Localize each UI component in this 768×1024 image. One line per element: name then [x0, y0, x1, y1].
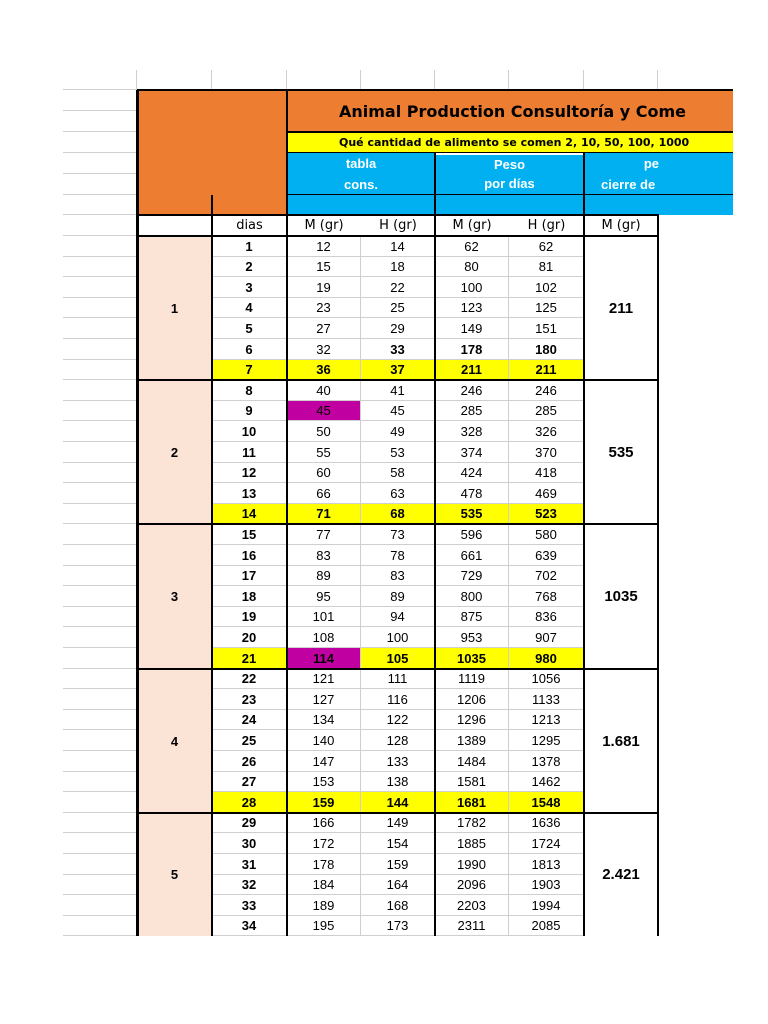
cell-dia[interactable]: 31 [212, 854, 287, 875]
column-border [434, 153, 436, 936]
cell-peso-h[interactable]: 980 [509, 648, 584, 669]
cell-cons-h[interactable]: 49 [361, 421, 435, 442]
blank-cell[interactable] [63, 401, 137, 421]
cell-cons-h[interactable]: 29 [361, 318, 435, 339]
cell-peso-m[interactable]: 875 [435, 607, 509, 627]
cell-peso-m[interactable]: 424 [435, 463, 509, 483]
cell-dia[interactable]: 21 [212, 648, 287, 669]
blank-cell[interactable] [63, 421, 137, 442]
cell-peso-h[interactable]: 1548 [509, 792, 584, 813]
cell-dia[interactable]: 1 [212, 236, 287, 257]
header-spacer [584, 195, 733, 215]
blank-cell[interactable] [584, 70, 658, 90]
col-header-peso-h: H (gr) [527, 218, 566, 233]
cell-cons-m[interactable]: 108 [287, 627, 361, 648]
blank-cell[interactable] [63, 813, 137, 833]
blank-cell[interactable] [63, 669, 137, 689]
blank-cell[interactable] [63, 257, 137, 277]
blank-cell[interactable] [63, 648, 137, 669]
cell-peso-h[interactable]: 1994 [509, 895, 584, 916]
cell-peso-m[interactable]: 1389 [435, 730, 509, 751]
week-separator [137, 523, 659, 525]
cell-cons-m[interactable]: 36 [287, 360, 361, 380]
cell-peso-m[interactable]: 149 [435, 318, 509, 339]
cell-cons-m[interactable]: 12 [287, 236, 361, 257]
cell-cons-h[interactable]: 89 [361, 586, 435, 607]
header-por-dias: por días [435, 172, 584, 195]
cell-peso-h[interactable]: 62 [509, 236, 584, 257]
cell-cons-h[interactable]: 33 [361, 339, 435, 360]
blank-cell[interactable] [63, 318, 137, 339]
cell-cons-h[interactable]: 122 [361, 710, 435, 730]
cell-dia[interactable]: 19 [212, 607, 287, 627]
cell-cons-h[interactable]: 45 [361, 401, 435, 421]
cell-peso-h[interactable]: 246 [509, 380, 584, 401]
cell-peso-m[interactable]: 1119 [435, 669, 509, 689]
cell-cons-h[interactable]: 83 [361, 566, 435, 586]
col-header-peso-m: M (gr) [452, 218, 492, 233]
cell-dia[interactable]: 5 [212, 318, 287, 339]
cell-cons-m[interactable]: 178 [287, 854, 361, 875]
column-border [286, 90, 288, 936]
cell-peso-h[interactable]: 523 [509, 504, 584, 524]
blank-cell[interactable] [435, 70, 509, 90]
column-border [583, 153, 585, 936]
col-header-cons-m: M (gr) [304, 218, 344, 233]
cell-peso-m[interactable]: 285 [435, 401, 509, 421]
cell-peso-h[interactable]: 469 [509, 483, 584, 504]
cell-peso-h[interactable]: 1133 [509, 689, 584, 710]
cell-cons-h[interactable]: 138 [361, 772, 435, 792]
cell-dia[interactable]: 3 [212, 277, 287, 298]
cell-dia[interactable]: 8 [212, 380, 287, 401]
cell-cons-m[interactable]: 184 [287, 875, 361, 895]
blank-cell[interactable] [63, 277, 137, 298]
header-pe: pe [584, 153, 733, 174]
cell-peso-h[interactable]: 768 [509, 586, 584, 607]
blank-cell[interactable] [63, 298, 137, 318]
blank-cell[interactable] [63, 627, 137, 648]
cell-dia[interactable]: 17 [212, 566, 287, 586]
cell-cons-m[interactable]: 40 [287, 380, 361, 401]
cell-cons-m[interactable]: 195 [287, 916, 361, 936]
cell-cons-m[interactable]: 114 [287, 648, 361, 669]
cell-dia[interactable]: 27 [212, 772, 287, 792]
header-block [137, 90, 287, 195]
cell-dia[interactable]: 20 [212, 627, 287, 648]
cell-dia[interactable]: 13 [212, 483, 287, 504]
cell-cons-m[interactable]: 66 [287, 483, 361, 504]
cell-dia[interactable]: 16 [212, 545, 287, 566]
cell-peso-h[interactable]: 211 [509, 360, 584, 380]
cell-peso-m[interactable]: 1681 [435, 792, 509, 813]
cell-peso-m[interactable]: 729 [435, 566, 509, 586]
column-border [211, 195, 213, 936]
cell-dia[interactable]: 26 [212, 751, 287, 772]
cell-peso-h[interactable]: 1213 [509, 710, 584, 730]
cell-cons-h[interactable]: 14 [361, 236, 435, 257]
cell-peso-h[interactable]: 370 [509, 442, 584, 463]
cell-cons-m[interactable]: 60 [287, 463, 361, 483]
blank-cell[interactable] [63, 833, 137, 854]
header-cons: cons. [287, 174, 435, 195]
cell-cons-h[interactable]: 78 [361, 545, 435, 566]
cell-cons-m[interactable]: 32 [287, 339, 361, 360]
cell-peso-m[interactable]: 1484 [435, 751, 509, 772]
column-border [136, 90, 139, 936]
page-subtitle: Qué cantidad de alimento se comen 2, 10, 50, 100, 1000 [287, 132, 733, 153]
cell-cons-m[interactable]: 71 [287, 504, 361, 524]
cell-cons-m[interactable]: 121 [287, 669, 361, 689]
header-peso: Peso [435, 155, 584, 174]
blank-cell[interactable] [63, 236, 137, 257]
week-label: 2 [137, 380, 212, 524]
cell-cons-h[interactable]: 53 [361, 442, 435, 463]
header-border [287, 194, 733, 195]
header-border [137, 235, 659, 236]
cell-dia[interactable]: 10 [212, 421, 287, 442]
cell-cons-m[interactable]: 153 [287, 772, 361, 792]
cell-dia[interactable]: 12 [212, 463, 287, 483]
cell-peso-m[interactable]: 661 [435, 545, 509, 566]
cell-peso-m[interactable]: 1885 [435, 833, 509, 854]
cell-cons-h[interactable]: 37 [361, 360, 435, 380]
cell-cons-h[interactable]: 111 [361, 669, 435, 689]
cell-cons-m[interactable]: 27 [287, 318, 361, 339]
cell-dia[interactable]: 28 [212, 792, 287, 813]
blank-cell[interactable] [63, 463, 137, 483]
cell-cons-m[interactable]: 140 [287, 730, 361, 751]
week-label: 4 [137, 669, 212, 813]
header-border [287, 131, 733, 133]
cell-cons-m[interactable]: 89 [287, 566, 361, 586]
cell-cons-m[interactable]: 50 [287, 421, 361, 442]
cell-dia[interactable]: 24 [212, 710, 287, 730]
cell-peso-m[interactable]: 80 [435, 257, 509, 277]
cell-dia[interactable]: 14 [212, 504, 287, 524]
cell-cons-m[interactable]: 166 [287, 813, 361, 833]
cell-peso-h[interactable]: 1636 [509, 813, 584, 833]
blank-cell[interactable] [63, 442, 137, 463]
cell-peso-h[interactable]: 180 [509, 339, 584, 360]
col-header-cons-h: H (gr) [379, 218, 417, 233]
cell-peso-h[interactable]: 1378 [509, 751, 584, 772]
cell-peso-m[interactable]: 211 [435, 360, 509, 380]
blank-cell[interactable] [509, 70, 584, 90]
blank-cell[interactable] [63, 772, 137, 792]
cell-cons-m[interactable]: 55 [287, 442, 361, 463]
cell-cons-m[interactable]: 134 [287, 710, 361, 730]
cell-cons-h[interactable]: 18 [361, 257, 435, 277]
cell-dia[interactable]: 22 [212, 669, 287, 689]
blank-cell[interactable] [63, 111, 137, 132]
cell-dia[interactable]: 32 [212, 875, 287, 895]
cell-cons-h[interactable]: 173 [361, 916, 435, 936]
cell-peso-h[interactable]: 907 [509, 627, 584, 648]
header-border [287, 152, 733, 153]
cell-cons-h[interactable]: 164 [361, 875, 435, 895]
week-separator [137, 668, 659, 670]
cell-cons-h[interactable]: 128 [361, 730, 435, 751]
cell-peso-m[interactable]: 1581 [435, 772, 509, 792]
blank-cell[interactable] [212, 70, 287, 90]
cell-cons-h[interactable]: 149 [361, 813, 435, 833]
blank-cell[interactable] [63, 607, 137, 627]
cell-peso-m[interactable]: 100 [435, 277, 509, 298]
cell-peso-h[interactable]: 836 [509, 607, 584, 627]
cell-cons-h[interactable]: 63 [361, 483, 435, 504]
cell-peso-h[interactable]: 1295 [509, 730, 584, 751]
cell-dia[interactable]: 7 [212, 360, 287, 380]
cell-peso-h[interactable]: 151 [509, 318, 584, 339]
cell-peso-m[interactable]: 1990 [435, 854, 509, 875]
cell-dia[interactable]: 30 [212, 833, 287, 854]
cell-peso-h[interactable]: 81 [509, 257, 584, 277]
week-closing-weight: 1035 [604, 587, 638, 605]
blank-cell[interactable] [63, 90, 137, 111]
cell-peso-h[interactable]: 1056 [509, 669, 584, 689]
cell-cons-h[interactable]: 25 [361, 298, 435, 318]
cell-dia[interactable]: 6 [212, 339, 287, 360]
header-border [137, 214, 659, 216]
week-label: 1 [137, 236, 212, 380]
blank-cell[interactable] [63, 380, 137, 401]
cell-peso-m[interactable]: 596 [435, 524, 509, 545]
cell-cons-m[interactable]: 77 [287, 524, 361, 545]
week-label: 5 [137, 813, 212, 936]
cell-dia[interactable]: 25 [212, 730, 287, 751]
blank-cell[interactable] [137, 215, 212, 236]
blank-cell[interactable] [137, 70, 212, 90]
cell-peso-m[interactable]: 178 [435, 339, 509, 360]
cell-peso-m[interactable]: 246 [435, 380, 509, 401]
cell-cons-h[interactable]: 154 [361, 833, 435, 854]
cell-peso-h[interactable]: 125 [509, 298, 584, 318]
cell-peso-m[interactable]: 62 [435, 236, 509, 257]
blank-cell[interactable] [63, 174, 137, 195]
cell-dia[interactable]: 2 [212, 257, 287, 277]
header-tabla: tabla [287, 153, 435, 174]
cell-peso-m[interactable]: 328 [435, 421, 509, 442]
blank-cell[interactable] [361, 70, 435, 90]
cell-peso-h[interactable]: 1903 [509, 875, 584, 895]
page-title: Animal Production Consultoría y Come [287, 90, 733, 132]
cell-cons-h[interactable]: 58 [361, 463, 435, 483]
cell-cons-m[interactable]: 15 [287, 257, 361, 277]
blank-cell[interactable] [63, 195, 137, 215]
cell-dia[interactable]: 4 [212, 298, 287, 318]
cell-peso-h[interactable]: 1462 [509, 772, 584, 792]
cell-peso-h[interactable]: 580 [509, 524, 584, 545]
col-header-cierre-m: M (gr) [601, 218, 641, 233]
blank-cell[interactable] [63, 854, 137, 875]
column-border [657, 215, 659, 936]
cell-cons-m[interactable]: 23 [287, 298, 361, 318]
blank-cell[interactable] [63, 710, 137, 730]
cell-cons-h[interactable]: 116 [361, 689, 435, 710]
cell-cons-m[interactable]: 95 [287, 586, 361, 607]
cell-peso-h[interactable]: 702 [509, 566, 584, 586]
cell-peso-m[interactable]: 1206 [435, 689, 509, 710]
cell-cons-m[interactable]: 45 [287, 401, 361, 421]
cell-peso-m[interactable]: 2311 [435, 916, 509, 936]
week-separator [137, 379, 659, 381]
week-closing-weight: 535 [608, 443, 634, 461]
blank-cell[interactable] [63, 751, 137, 772]
blank-cell[interactable] [63, 153, 137, 174]
blank-cell[interactable] [63, 483, 137, 504]
blank-cell[interactable] [63, 545, 137, 566]
blank-cell[interactable] [63, 360, 137, 380]
col-header-dias: dias [236, 218, 263, 233]
cell-cons-m[interactable]: 83 [287, 545, 361, 566]
header-border [137, 89, 733, 91]
blank-cell[interactable] [63, 895, 137, 916]
week-closing-weight: 2.421 [602, 866, 640, 883]
cell-dia[interactable]: 33 [212, 895, 287, 916]
week-separator [137, 812, 659, 814]
cell-cons-m[interactable]: 159 [287, 792, 361, 813]
header-cierre: cierre de [584, 174, 733, 195]
blank-cell[interactable] [287, 70, 361, 90]
cell-cons-m[interactable]: 101 [287, 607, 361, 627]
cell-peso-h[interactable]: 639 [509, 545, 584, 566]
cell-peso-h[interactable]: 1813 [509, 854, 584, 875]
cell-peso-m[interactable]: 1782 [435, 813, 509, 833]
cell-peso-m[interactable]: 535 [435, 504, 509, 524]
blank-cell[interactable] [63, 875, 137, 895]
blank-cell[interactable] [63, 215, 137, 236]
cell-peso-h[interactable]: 1724 [509, 833, 584, 854]
cell-peso-h[interactable]: 326 [509, 421, 584, 442]
cell-dia[interactable]: 9 [212, 401, 287, 421]
cell-cons-m[interactable]: 127 [287, 689, 361, 710]
week-closing-weight: 1.681 [602, 732, 640, 750]
cell-cons-h[interactable]: 133 [361, 751, 435, 772]
blank-cell[interactable] [63, 504, 137, 524]
blank-cell[interactable] [63, 916, 137, 936]
cell-dia[interactable]: 23 [212, 689, 287, 710]
cell-peso-m[interactable]: 123 [435, 298, 509, 318]
cell-cons-h[interactable]: 68 [361, 504, 435, 524]
week-closing-weight: 211 [608, 299, 634, 317]
blank-cell[interactable] [63, 689, 137, 710]
cell-peso-m[interactable]: 1296 [435, 710, 509, 730]
cell-peso-h[interactable]: 2085 [509, 916, 584, 936]
cell-dia[interactable]: 29 [212, 813, 287, 833]
cell-dia[interactable]: 15 [212, 524, 287, 545]
blank-cell[interactable] [63, 730, 137, 751]
cell-peso-m[interactable]: 800 [435, 586, 509, 607]
blank-cell[interactable] [63, 524, 137, 545]
blank-cell[interactable] [63, 132, 137, 153]
cell-cons-h[interactable]: 41 [361, 380, 435, 401]
cell-dia[interactable]: 11 [212, 442, 287, 463]
cell-dia[interactable]: 34 [212, 916, 287, 936]
cell-cons-m[interactable]: 147 [287, 751, 361, 772]
week-label: 3 [137, 524, 212, 669]
cell-cons-m[interactable]: 19 [287, 277, 361, 298]
cell-cons-h[interactable]: 100 [361, 627, 435, 648]
cell-cons-h[interactable]: 73 [361, 524, 435, 545]
cell-cons-h[interactable]: 94 [361, 607, 435, 627]
cell-cons-h[interactable]: 168 [361, 895, 435, 916]
cell-peso-m[interactable]: 953 [435, 627, 509, 648]
cell-peso-m[interactable]: 478 [435, 483, 509, 504]
cell-cons-m[interactable]: 172 [287, 833, 361, 854]
cell-cons-h[interactable]: 159 [361, 854, 435, 875]
cell-peso-h[interactable]: 102 [509, 277, 584, 298]
cell-peso-m[interactable]: 1035 [435, 648, 509, 669]
cell-cons-h[interactable]: 22 [361, 277, 435, 298]
cell-peso-h[interactable]: 418 [509, 463, 584, 483]
blank-cell[interactable] [63, 792, 137, 813]
blank-cell[interactable] [63, 70, 137, 90]
cell-dia[interactable]: 18 [212, 586, 287, 607]
cell-cons-h[interactable]: 105 [361, 648, 435, 669]
blank-cell[interactable] [63, 339, 137, 360]
cell-peso-m[interactable]: 2203 [435, 895, 509, 916]
blank-cell[interactable] [63, 566, 137, 586]
cell-peso-h[interactable]: 285 [509, 401, 584, 421]
blank-cell[interactable] [63, 586, 137, 607]
cell-cons-h[interactable]: 144 [361, 792, 435, 813]
cell-peso-m[interactable]: 374 [435, 442, 509, 463]
cell-peso-m[interactable]: 2096 [435, 875, 509, 895]
cell-cons-m[interactable]: 189 [287, 895, 361, 916]
